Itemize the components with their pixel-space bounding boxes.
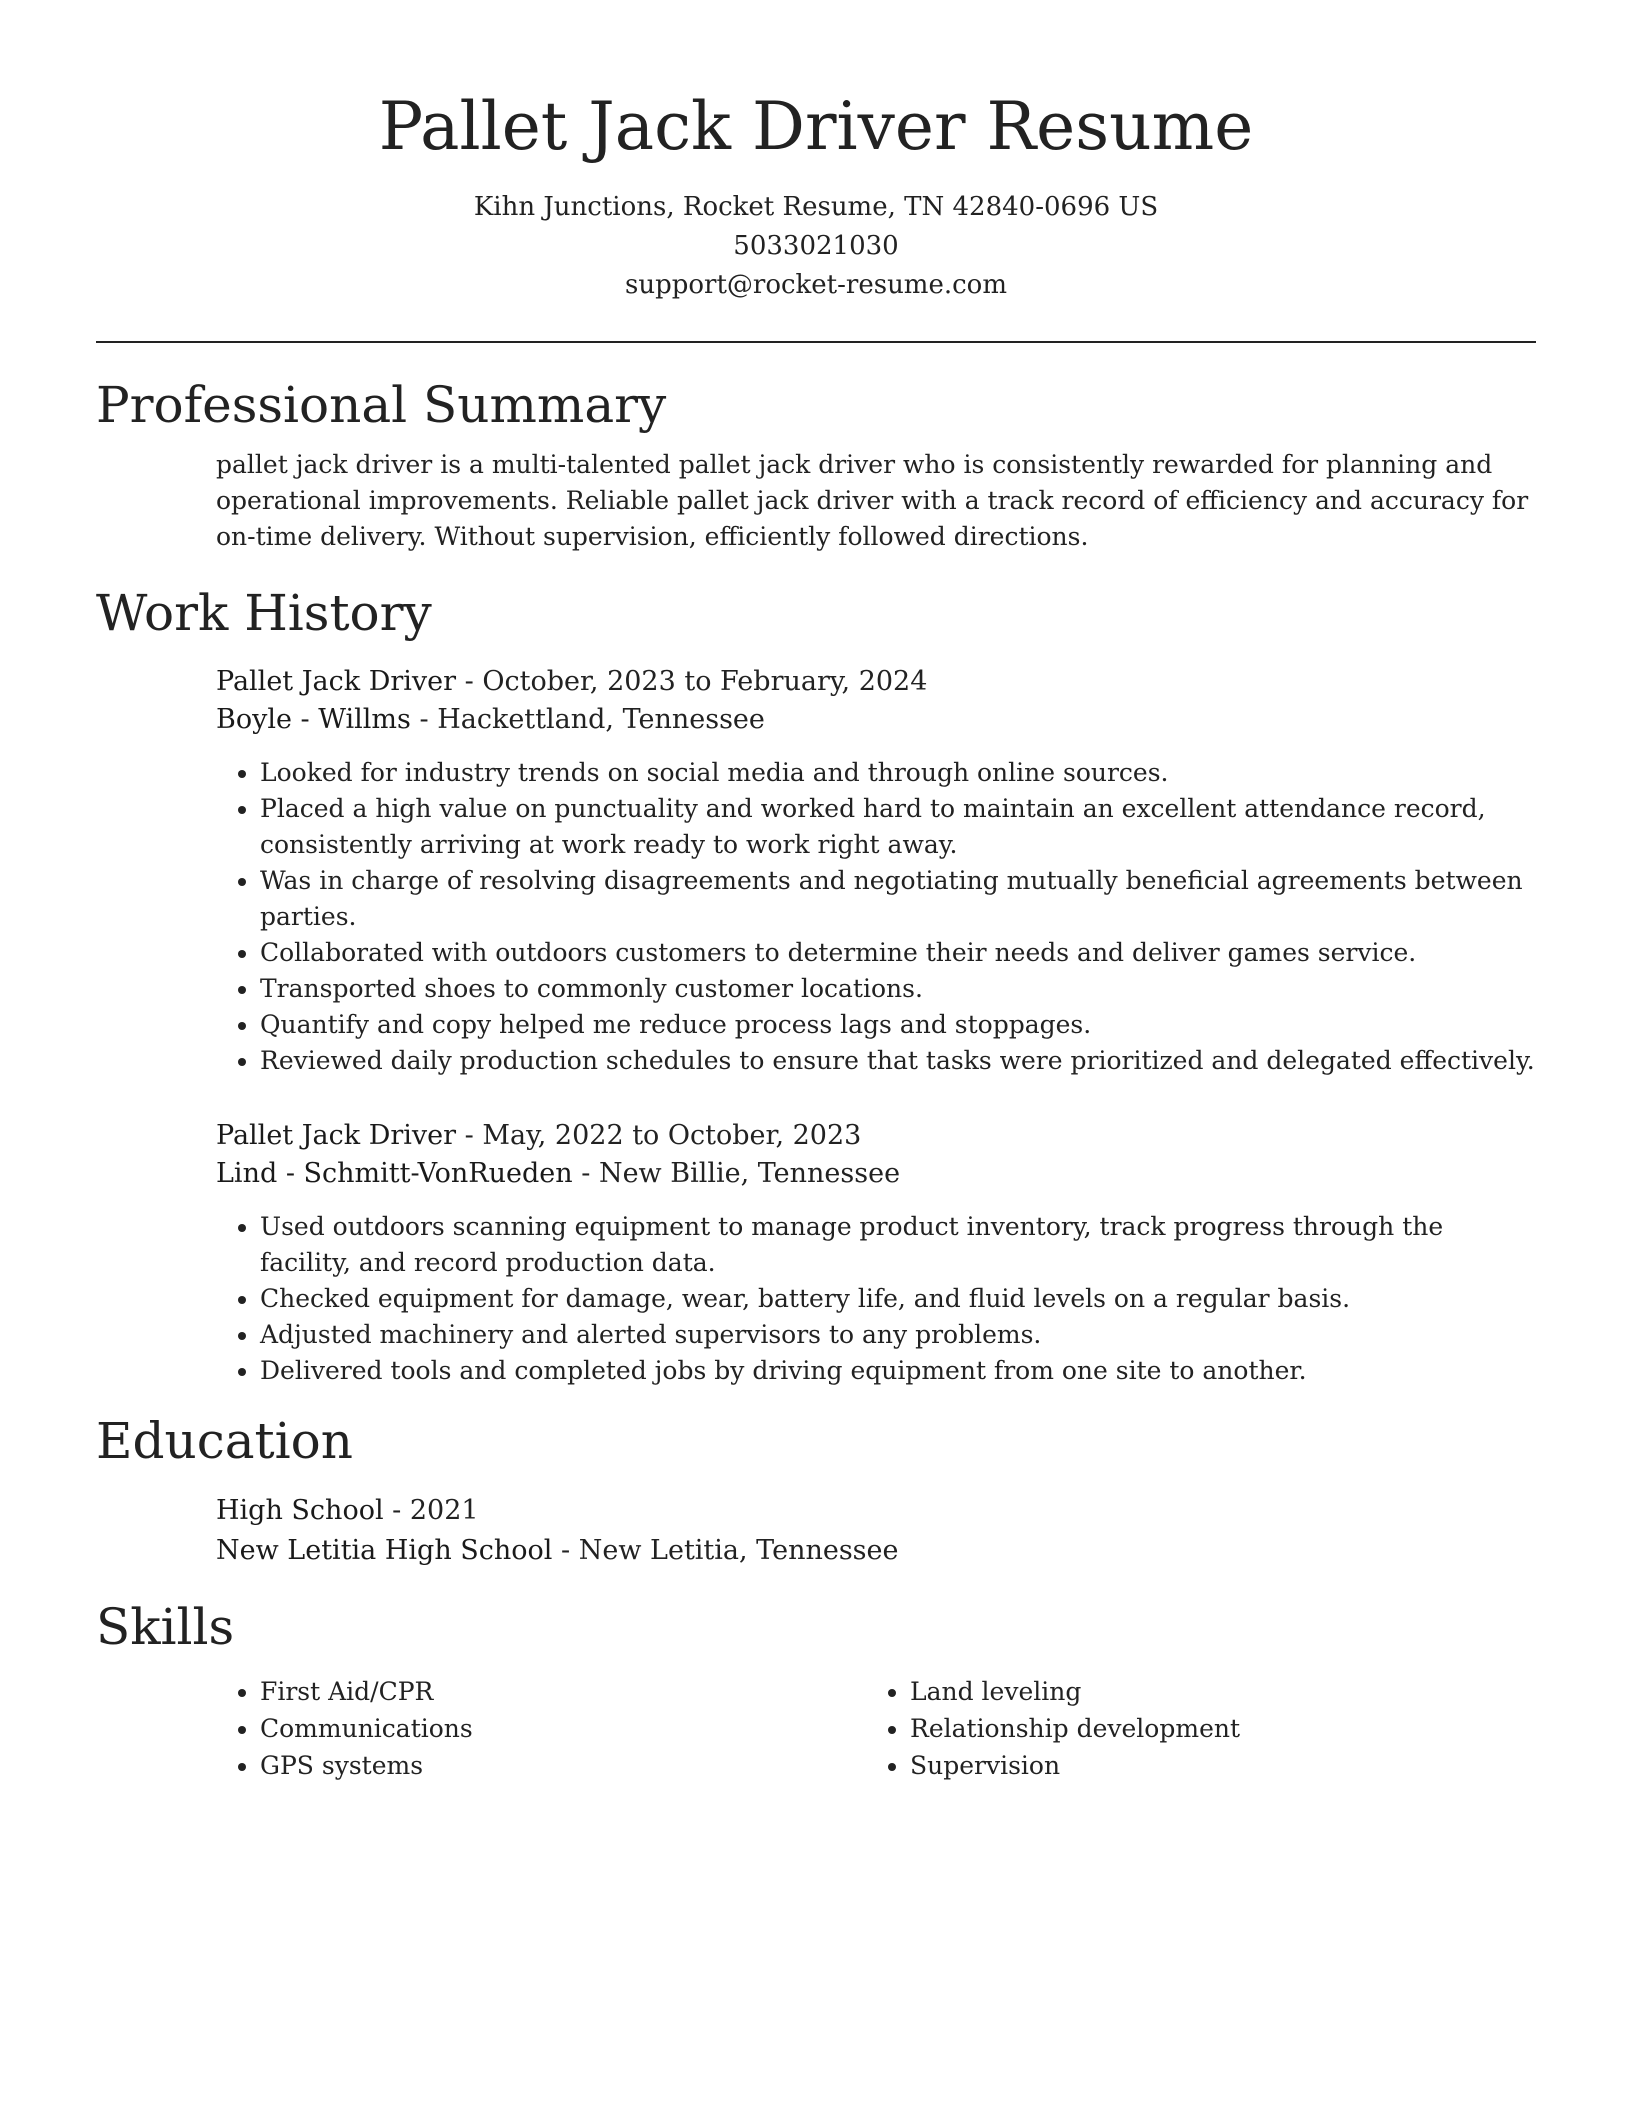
skills-column-left bbox=[216, 1673, 866, 1784]
job-location: - Hackettland, Tennessee bbox=[410, 704, 765, 735]
job-employer: Lind - Schmitt-VonRueden bbox=[216, 1158, 573, 1189]
education-degree-line bbox=[216, 1491, 1536, 1531]
list-item: • Transported shoes to commonly customer locations. bbox=[260, 971, 1536, 1007]
list-item: • Collaborated with outdoors customers to determine their needs and deliver games service. bbox=[260, 935, 1536, 971]
list-item: • Was in charge of resolving disagreements and negotiating mutually beneficial agreements between parties. bbox=[260, 863, 1536, 935]
job-title-line bbox=[216, 1117, 1536, 1155]
education-location: - New Letitia, Tennessee bbox=[552, 1535, 899, 1566]
list-item: • First Aid/CPR bbox=[260, 1673, 866, 1710]
list-item: • Reviewed daily production schedules to ensure that tasks were prioritized and delegated effectively. bbox=[260, 1043, 1536, 1079]
list-item: • Adjusted machinery and alerted supervisors to any problems. bbox=[260, 1317, 1536, 1353]
job-title-line bbox=[216, 663, 1536, 701]
education-school: New Letitia High School bbox=[216, 1535, 553, 1566]
job-position: Pallet Jack Driver bbox=[216, 1120, 457, 1151]
list-item: • Looked for industry trends on social media and through online sources. bbox=[260, 755, 1536, 791]
skills-grid bbox=[216, 1673, 1536, 1784]
job-employer-line bbox=[216, 701, 1536, 739]
education-entry bbox=[216, 1491, 1536, 1571]
list-item: • Relationship development bbox=[910, 1710, 1516, 1747]
education-school-line bbox=[216, 1531, 1536, 1571]
list-item: • Used outdoors scanning equipment to manage product inventory, track progress through the facility, and record production data. bbox=[260, 1209, 1536, 1281]
education-year: - 2021 bbox=[383, 1495, 479, 1526]
summary-text: pallet jack driver is a multi-talented pallet jack driver who is consistently rewarded for planning and operational improvements. Reliable pallet jack driver with a track record of efficiency and accuracy for on-time delivery. Without supervision, efficiently followed directions. bbox=[216, 450, 1529, 551]
job-employer-line bbox=[216, 1155, 1536, 1193]
header-divider bbox=[96, 341, 1536, 343]
job-location: - New Billie, Tennessee bbox=[572, 1158, 901, 1189]
job-employer: Boyle - Willms bbox=[216, 704, 411, 735]
list-item: • Checked equipment for damage, wear, battery life, and fluid levels on a regular basis. bbox=[260, 1281, 1536, 1317]
professional-summary-section bbox=[96, 373, 1536, 555]
skills-column-right bbox=[866, 1673, 1516, 1784]
skills-section bbox=[96, 1595, 1536, 1784]
contact-address: Kihn Junctions, Rocket Resume, TN 42840-0696 US bbox=[473, 192, 1159, 222]
list-item: • GPS systems bbox=[260, 1747, 866, 1784]
resume-title: Pallet Jack Driver Resume bbox=[378, 88, 1254, 165]
job-dates: - October, 2023 to February, 2024 bbox=[456, 666, 928, 697]
job-bullet-list bbox=[216, 755, 1536, 1079]
resume-header bbox=[96, 0, 1536, 305]
job-entry bbox=[216, 1117, 1536, 1389]
skills-heading: Skills bbox=[96, 1598, 235, 1656]
list-item: • Placed a high value on punctuality and worked hard to maintain an excellent attendance record, consistently arriving at work ready to work right away. bbox=[260, 791, 1536, 863]
professional-summary-heading: Professional Summary bbox=[96, 376, 667, 434]
job-entry bbox=[216, 663, 1536, 1079]
job-position: Pallet Jack Driver bbox=[216, 666, 457, 697]
work-history-section bbox=[96, 581, 1536, 1389]
education-degree: High School bbox=[216, 1495, 384, 1526]
list-item: • Communications bbox=[260, 1710, 866, 1747]
job-bullet-list bbox=[216, 1209, 1536, 1389]
list-item: • Supervision bbox=[910, 1747, 1516, 1784]
job-dates: - May, 2022 to October, 2023 bbox=[456, 1120, 862, 1151]
list-item: • Delivered tools and completed jobs by driving equipment from one site to another. bbox=[260, 1353, 1536, 1389]
contact-email: support@rocket-resume.com bbox=[624, 270, 1007, 300]
education-heading: Education bbox=[96, 1412, 353, 1470]
work-history-heading: Work History bbox=[96, 584, 432, 642]
list-item: • Quantify and copy helped me reduce process lags and stoppages. bbox=[260, 1007, 1536, 1043]
list-item: • Land leveling bbox=[910, 1673, 1516, 1710]
education-section bbox=[96, 1409, 1536, 1571]
contact-phone: 5033021030 bbox=[733, 231, 899, 261]
